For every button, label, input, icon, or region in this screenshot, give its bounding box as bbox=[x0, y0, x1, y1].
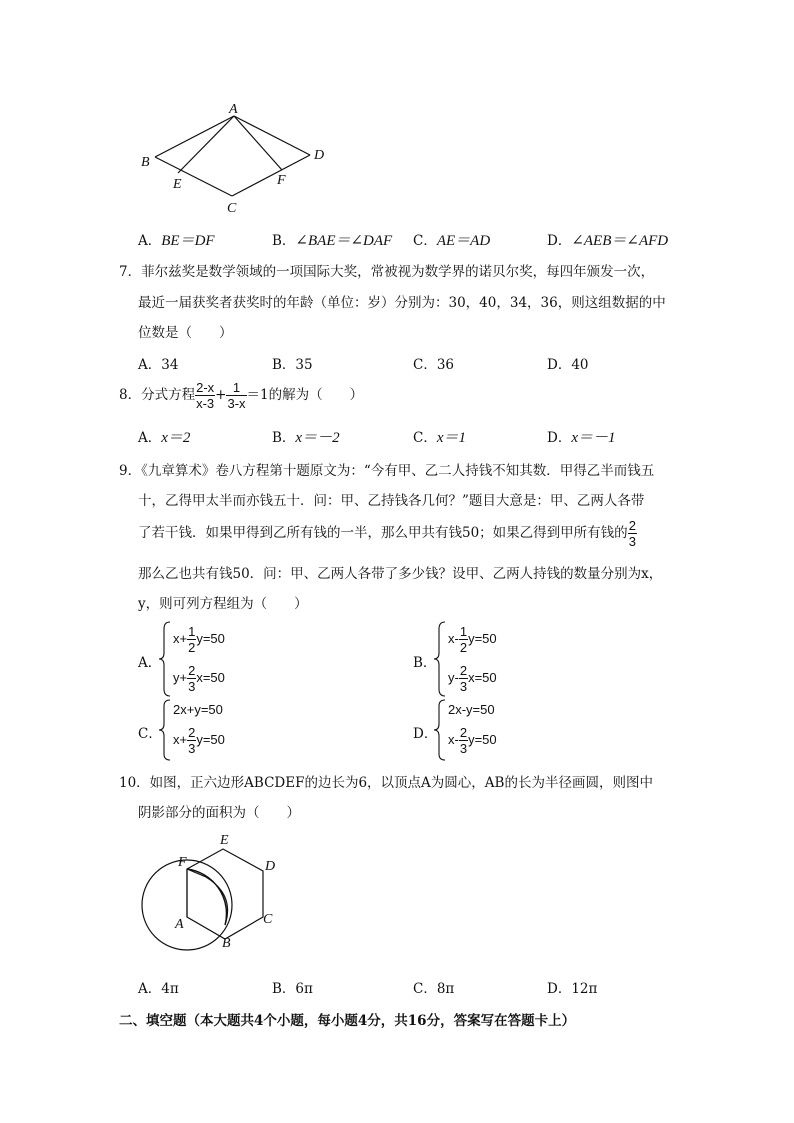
option-text: x＝－2 bbox=[295, 430, 340, 446]
q10-option-d[interactable] bbox=[547, 977, 597, 997]
option-text: 6π bbox=[295, 981, 313, 997]
option-letter: A． bbox=[138, 357, 162, 373]
q10-line-1: 10．如图，正六边形ABCDEF的边长为6，以顶点A为圆心，AB的长为半径画圆，则图中 bbox=[119, 775, 653, 791]
eq-text: x- bbox=[448, 731, 459, 747]
option-letter: B． bbox=[272, 981, 296, 997]
fraction bbox=[226, 380, 246, 411]
q10-option-c[interactable] bbox=[413, 977, 454, 997]
equation-1: 2x+y=50 bbox=[173, 702, 223, 717]
equation-1 bbox=[173, 624, 225, 655]
label-a: A bbox=[175, 917, 184, 932]
fraction-denominator: 3 bbox=[628, 534, 636, 549]
option-text: x＝1 bbox=[436, 430, 467, 446]
q8-option-a[interactable] bbox=[138, 426, 190, 447]
option-text: 40 bbox=[571, 357, 589, 373]
eq-text: y=50 bbox=[468, 630, 497, 646]
fraction bbox=[459, 725, 468, 756]
eq-text: x=50 bbox=[196, 669, 225, 685]
q9-line-3 bbox=[138, 518, 637, 549]
q9-line-1: 9．《九章算术》卷八方程第十题原文为：“今有甲、乙二人持钱不知其数．甲得乙半而钱五 bbox=[119, 463, 655, 479]
label-d: D bbox=[265, 859, 276, 874]
eq-text: x+ bbox=[173, 630, 188, 646]
label-c: C bbox=[227, 201, 237, 216]
option-text: ∠BAE＝∠DAF bbox=[295, 233, 393, 249]
q8-option-c[interactable] bbox=[413, 426, 466, 447]
fraction-numerator: 1 bbox=[459, 624, 468, 639]
option-letter: C． bbox=[413, 233, 437, 249]
fraction-numerator: 2-x bbox=[196, 380, 215, 395]
equation-2 bbox=[173, 663, 225, 694]
hexagon-circle-figure bbox=[130, 825, 290, 955]
fraction bbox=[187, 624, 196, 655]
equation-1: 2x-y=50 bbox=[448, 702, 495, 717]
q10-option-b[interactable] bbox=[272, 977, 313, 997]
option-letter: C． bbox=[413, 357, 437, 373]
q7-option-c[interactable] bbox=[413, 353, 454, 373]
eq-text: x- bbox=[448, 630, 459, 646]
label-a: A bbox=[229, 102, 238, 117]
q6-option-c[interactable] bbox=[413, 229, 490, 250]
option-text: 34 bbox=[161, 357, 179, 373]
fraction-denominator: x-3 bbox=[196, 396, 215, 411]
brace-icon bbox=[433, 621, 447, 697]
q6-option-a[interactable] bbox=[138, 229, 215, 250]
q9-line-3-text: 了若干钱．如果甲得到乙所有钱的一半，那么甲共有钱50；如果乙得到甲所有钱的 bbox=[138, 525, 628, 541]
option-letter: D． bbox=[547, 233, 572, 249]
q7-line-2: 最近一届获奖者获奖时的年龄（单位：岁）分别为：30，40，34，36，则这组数据的中 bbox=[138, 295, 666, 311]
label-d: D bbox=[314, 148, 325, 163]
fraction bbox=[459, 663, 468, 694]
label-e: E bbox=[173, 177, 182, 192]
label-c: C bbox=[263, 912, 273, 927]
eq-text: y=50 bbox=[196, 630, 225, 646]
q8-line bbox=[119, 379, 363, 411]
option-text: 4π bbox=[161, 981, 179, 997]
q8-prefix: 8．分式方程 bbox=[119, 387, 196, 403]
label-e: E bbox=[220, 833, 229, 848]
label-f: F bbox=[277, 173, 286, 188]
option-letter: C． bbox=[413, 981, 437, 997]
q7-option-b[interactable] bbox=[272, 353, 313, 373]
option-letter: D． bbox=[413, 726, 438, 742]
fraction-denominator: 3-x bbox=[227, 396, 246, 411]
fraction bbox=[195, 380, 215, 411]
fraction-numerator: 2 bbox=[459, 663, 468, 678]
q8-option-d[interactable] bbox=[547, 426, 616, 447]
option-letter: B． bbox=[272, 233, 296, 249]
q7-line-1: 7．菲尔兹奖是数学领域的一项国际大奖，常被视为数学界的诺贝尔奖，每四年颁发一次， bbox=[119, 264, 655, 280]
q6-option-b[interactable] bbox=[272, 229, 392, 250]
option-letter: D． bbox=[547, 981, 572, 997]
q7-option-d[interactable] bbox=[547, 353, 589, 373]
fraction-denominator: 3 bbox=[188, 741, 196, 756]
option-letter: D． bbox=[547, 430, 572, 446]
fraction-numerator: 2 bbox=[459, 725, 468, 740]
option-text: 36 bbox=[436, 357, 455, 373]
option-letter: C． bbox=[413, 430, 437, 446]
plus-sign: + bbox=[215, 387, 227, 403]
fraction-numerator: 1 bbox=[188, 624, 196, 639]
q8-suffix: ＝1的解为（ ） bbox=[246, 387, 364, 403]
rhombus-figure bbox=[130, 100, 340, 220]
equation-2 bbox=[448, 725, 497, 756]
label-b: B bbox=[141, 155, 150, 170]
brace-icon bbox=[433, 699, 447, 761]
option-text: 8π bbox=[436, 981, 455, 997]
option-letter: C． bbox=[138, 726, 162, 742]
option-letter: A． bbox=[138, 981, 162, 997]
fraction-numerator: 2 bbox=[188, 663, 196, 678]
equation-2 bbox=[448, 663, 497, 694]
eq-text: y- bbox=[448, 669, 459, 685]
option-letter: D． bbox=[547, 357, 572, 373]
option-letter: B． bbox=[272, 430, 296, 446]
option-letter: B． bbox=[272, 357, 296, 373]
option-letter: B． bbox=[413, 655, 437, 671]
fraction bbox=[187, 663, 196, 694]
option-text: x＝2 bbox=[161, 430, 191, 446]
fraction bbox=[187, 725, 196, 756]
option-letter: A． bbox=[138, 233, 162, 249]
fraction-denominator: 3 bbox=[459, 679, 468, 694]
q9-line-4: 那么乙也共有钱50．问：甲、乙两人各带了多少钱？设甲、乙两人持钱的数量分别为x， bbox=[138, 566, 663, 582]
q7-option-a[interactable] bbox=[138, 353, 178, 373]
q6-option-d[interactable] bbox=[547, 229, 668, 250]
fraction-denominator: 2 bbox=[459, 640, 468, 655]
option-text: 35 bbox=[295, 357, 313, 373]
fraction-denominator: 3 bbox=[459, 741, 468, 756]
fraction bbox=[459, 624, 468, 655]
option-text: ∠AEB＝∠AFD bbox=[571, 233, 669, 249]
eq-text: y=50 bbox=[196, 731, 225, 747]
q10-line-2: 阴影部分的面积为（ ） bbox=[138, 805, 300, 821]
fraction-numerator: 1 bbox=[226, 380, 246, 396]
q8-option-b[interactable] bbox=[272, 426, 340, 447]
option-text: x＝－1 bbox=[571, 430, 616, 446]
option-letter: A． bbox=[138, 430, 162, 446]
brace-icon bbox=[158, 621, 172, 697]
equation-2 bbox=[173, 725, 225, 756]
eq-text: x=50 bbox=[468, 669, 497, 685]
fraction-numerator: 2 bbox=[188, 725, 196, 740]
section-heading: 二、填空题（本大题共4个小题，每小题4分，共16分，答案写在答题卡上） bbox=[119, 1013, 576, 1029]
q10-option-a[interactable] bbox=[138, 977, 179, 997]
equation-1 bbox=[448, 624, 497, 655]
eq-text: x+ bbox=[173, 731, 188, 747]
eq-text: y=50 bbox=[468, 731, 497, 747]
brace-icon bbox=[158, 699, 172, 761]
eq-text: y+ bbox=[173, 669, 188, 685]
option-text: 12π bbox=[571, 981, 598, 997]
option-text: AE＝AD bbox=[436, 233, 491, 249]
q9-line-2: 十，乙得甲太半而亦钱五十．问：甲、乙持钱各几何？”题目大意是：甲、乙两人各带 bbox=[138, 493, 645, 509]
fraction bbox=[628, 518, 637, 549]
fraction-numerator: 2 bbox=[628, 518, 636, 533]
q9-line-5: y，则可列方程组为（ ） bbox=[138, 596, 308, 612]
label-f: F bbox=[178, 855, 187, 870]
option-letter: A． bbox=[138, 655, 162, 671]
fraction-denominator: 3 bbox=[188, 679, 196, 694]
option-text: BE＝DF bbox=[161, 233, 215, 249]
q7-line-3: 位数是（ ） bbox=[138, 325, 233, 341]
fraction-denominator: 2 bbox=[188, 640, 196, 655]
label-b: B bbox=[222, 936, 231, 951]
